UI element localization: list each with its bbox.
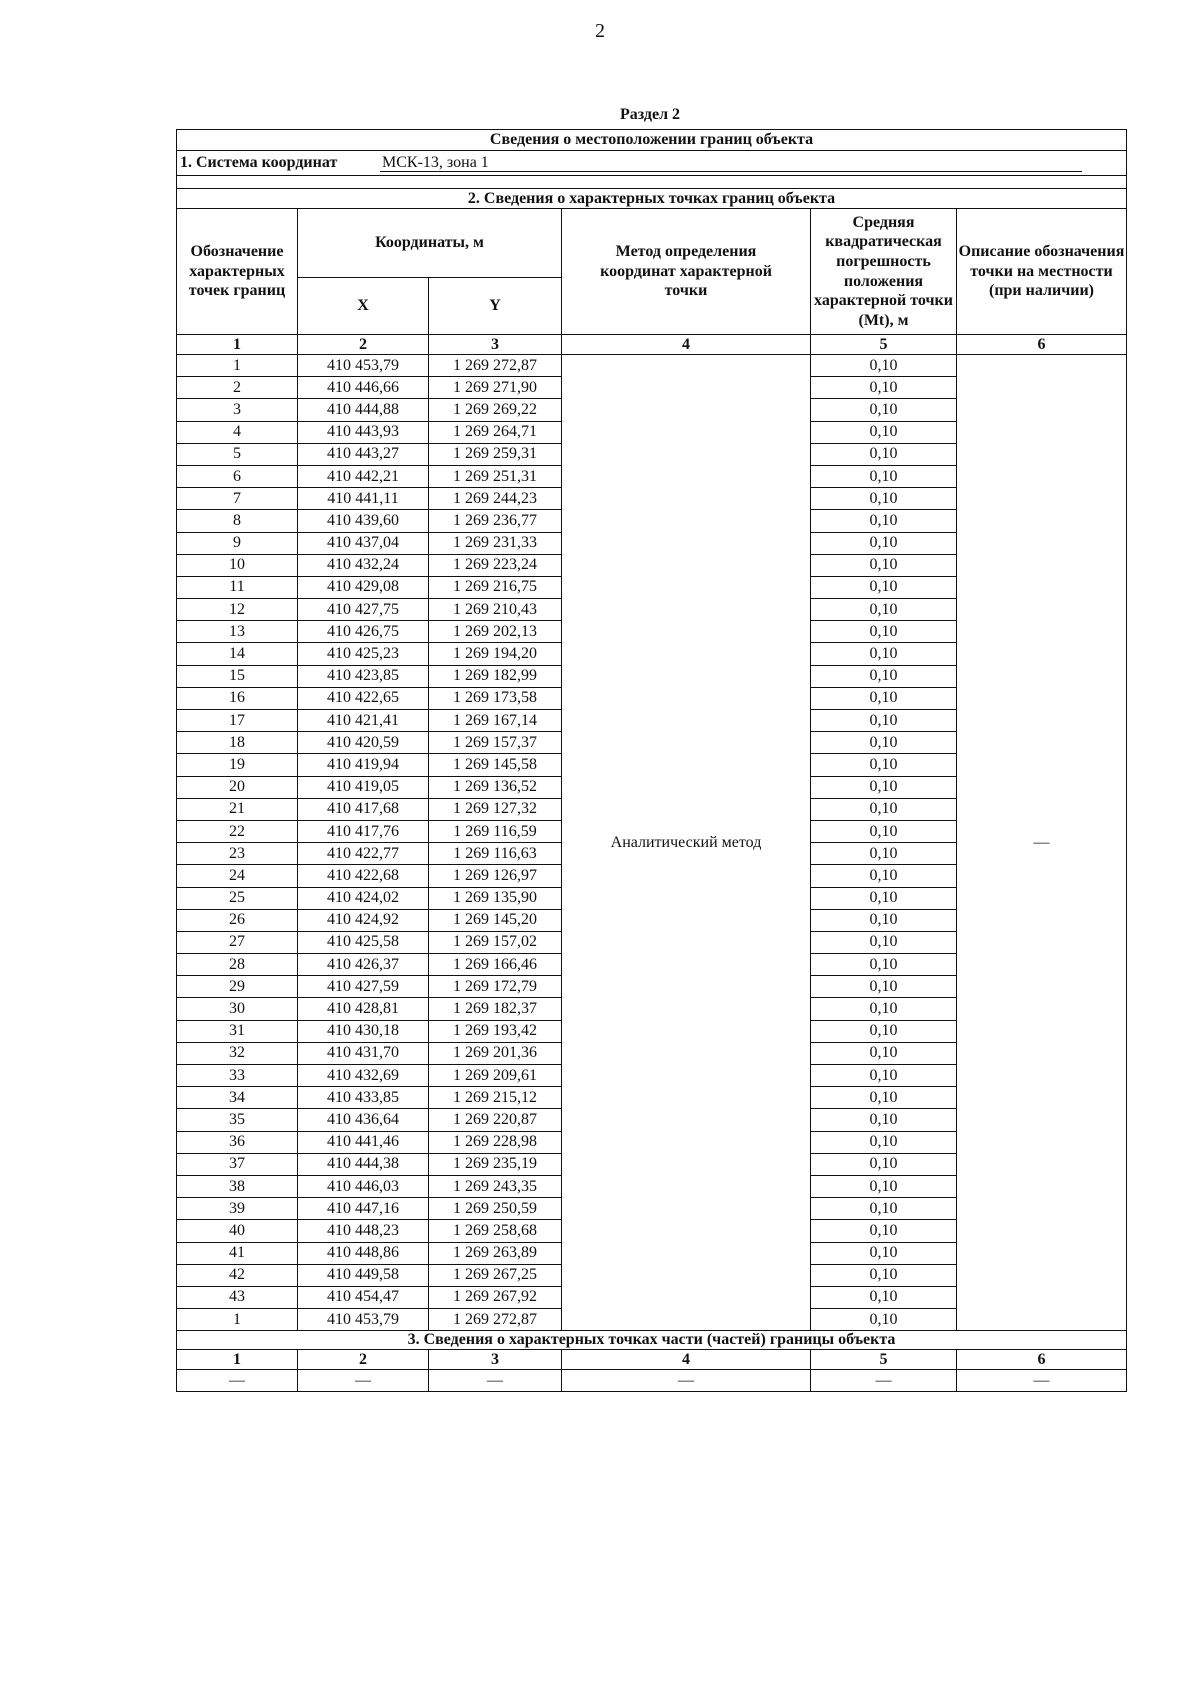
column-number: 5 xyxy=(811,1350,957,1370)
table-title: Сведения о местоположении границ объекта xyxy=(177,130,1127,151)
point-x: 410 442,21 xyxy=(298,465,429,487)
empty-cell: — xyxy=(298,1370,429,1392)
point-x: 410 444,38 xyxy=(298,1153,429,1175)
point-y: 1 269 127,32 xyxy=(429,798,562,820)
point-x: 410 449,58 xyxy=(298,1264,429,1286)
point-mt: 0,10 xyxy=(811,399,957,421)
point-mt: 0,10 xyxy=(811,1264,957,1286)
point-y: 1 269 135,90 xyxy=(429,887,562,909)
point-mt: 0,10 xyxy=(811,687,957,709)
point-y: 1 269 215,12 xyxy=(429,1087,562,1109)
point-mt: 0,10 xyxy=(811,865,957,887)
point-y: 1 269 126,97 xyxy=(429,865,562,887)
point-number: 4 xyxy=(177,421,298,443)
point-mt: 0,10 xyxy=(811,1087,957,1109)
empty-cell: — xyxy=(177,1370,298,1392)
point-x: 410 427,59 xyxy=(298,976,429,998)
point-mt: 0,10 xyxy=(811,1309,957,1331)
point-y: 1 269 201,36 xyxy=(429,1042,562,1064)
point-number: 27 xyxy=(177,931,298,953)
point-y: 1 269 271,90 xyxy=(429,377,562,399)
method-value: Аналитический метод xyxy=(562,355,811,1331)
point-number: 5 xyxy=(177,443,298,465)
point-y: 1 269 259,31 xyxy=(429,443,562,465)
point-number: 24 xyxy=(177,865,298,887)
point-y: 1 269 216,75 xyxy=(429,576,562,598)
point-mt: 0,10 xyxy=(811,510,957,532)
point-mt: 0,10 xyxy=(811,1065,957,1087)
column-number: 2 xyxy=(298,335,429,355)
point-mt: 0,10 xyxy=(811,820,957,842)
point-number: 41 xyxy=(177,1242,298,1264)
subsection-3-title: 3. Сведения о характерных точках части (частей) границы объекта xyxy=(177,1331,1127,1350)
column-number: 6 xyxy=(957,335,1127,355)
point-mt: 0,10 xyxy=(811,621,957,643)
point-number: 15 xyxy=(177,665,298,687)
point-x: 410 422,77 xyxy=(298,843,429,865)
point-mt: 0,10 xyxy=(811,554,957,576)
point-x: 410 448,23 xyxy=(298,1220,429,1242)
point-number: 25 xyxy=(177,887,298,909)
point-y: 1 269 210,43 xyxy=(429,599,562,621)
point-y: 1 269 223,24 xyxy=(429,554,562,576)
point-mt: 0,10 xyxy=(811,954,957,976)
point-mt: 0,10 xyxy=(811,998,957,1020)
point-mt: 0,10 xyxy=(811,643,957,665)
column-number: 5 xyxy=(811,335,957,355)
point-x: 410 427,75 xyxy=(298,599,429,621)
point-number: 29 xyxy=(177,976,298,998)
point-x: 410 417,76 xyxy=(298,820,429,842)
point-mt: 0,10 xyxy=(811,1042,957,1064)
point-x: 410 424,92 xyxy=(298,909,429,931)
point-mt: 0,10 xyxy=(811,1109,957,1131)
point-mt: 0,10 xyxy=(811,710,957,732)
point-y: 1 269 166,46 xyxy=(429,954,562,976)
point-y: 1 269 145,58 xyxy=(429,754,562,776)
point-y: 1 269 202,13 xyxy=(429,621,562,643)
point-y: 1 269 167,14 xyxy=(429,710,562,732)
header-coordinates: Координаты, м xyxy=(298,209,562,278)
point-x: 410 425,58 xyxy=(298,931,429,953)
point-x: 410 417,68 xyxy=(298,798,429,820)
point-x: 410 431,70 xyxy=(298,1042,429,1064)
point-number: 20 xyxy=(177,776,298,798)
point-x: 410 453,79 xyxy=(298,1309,429,1331)
point-x: 410 436,64 xyxy=(298,1109,429,1131)
point-mt: 0,10 xyxy=(811,443,957,465)
point-mt: 0,10 xyxy=(811,488,957,510)
column-number: 1 xyxy=(177,1350,298,1370)
point-y: 1 269 194,20 xyxy=(429,643,562,665)
point-y: 1 269 157,37 xyxy=(429,732,562,754)
column-number: 2 xyxy=(298,1350,429,1370)
point-number: 33 xyxy=(177,1065,298,1087)
point-number: 2 xyxy=(177,377,298,399)
coordinate-system-label: 1. Система координат xyxy=(180,153,338,171)
point-y: 1 269 264,71 xyxy=(429,421,562,443)
point-mt: 0,10 xyxy=(811,1220,957,1242)
point-number: 28 xyxy=(177,954,298,976)
point-x: 410 454,47 xyxy=(298,1286,429,1308)
point-x: 410 421,41 xyxy=(298,710,429,732)
point-number: 6 xyxy=(177,465,298,487)
point-mt: 0,10 xyxy=(811,465,957,487)
point-number: 10 xyxy=(177,554,298,576)
point-number: 38 xyxy=(177,1175,298,1197)
point-number: 40 xyxy=(177,1220,298,1242)
point-y: 1 269 220,87 xyxy=(429,1109,562,1131)
point-number: 12 xyxy=(177,599,298,621)
point-x: 410 433,85 xyxy=(298,1087,429,1109)
point-number: 1 xyxy=(177,355,298,377)
point-number: 42 xyxy=(177,1264,298,1286)
point-mt: 0,10 xyxy=(811,355,957,377)
point-number: 9 xyxy=(177,532,298,554)
subsection-2-title: 2. Сведения о характерных точках границ объекта xyxy=(177,189,1127,209)
point-x: 410 426,37 xyxy=(298,954,429,976)
point-x: 410 443,27 xyxy=(298,443,429,465)
point-y: 1 269 209,61 xyxy=(429,1065,562,1087)
point-mt: 0,10 xyxy=(811,843,957,865)
point-y: 1 269 173,58 xyxy=(429,687,562,709)
point-mt: 0,10 xyxy=(811,976,957,998)
header-mt: Средняя квадратическая погрешность положения характерной точки (Mt), м xyxy=(811,209,957,335)
empty-cell: — xyxy=(957,1370,1127,1392)
point-y: 1 269 243,35 xyxy=(429,1175,562,1197)
point-y: 1 269 251,31 xyxy=(429,465,562,487)
point-mt: 0,10 xyxy=(811,754,957,776)
point-x: 410 441,46 xyxy=(298,1131,429,1153)
point-x: 410 420,59 xyxy=(298,732,429,754)
point-x: 410 423,85 xyxy=(298,665,429,687)
point-number: 36 xyxy=(177,1131,298,1153)
point-number: 26 xyxy=(177,909,298,931)
point-mt: 0,10 xyxy=(811,776,957,798)
point-number: 14 xyxy=(177,643,298,665)
point-y: 1 269 272,87 xyxy=(429,1309,562,1331)
point-y: 1 269 136,52 xyxy=(429,776,562,798)
point-y: 1 269 244,23 xyxy=(429,488,562,510)
point-y: 1 269 116,63 xyxy=(429,843,562,865)
column-number: 3 xyxy=(429,335,562,355)
point-number: 30 xyxy=(177,998,298,1020)
header-description: Описание обозначения точки на местности (при наличии) xyxy=(957,209,1127,335)
column-number: 6 xyxy=(957,1350,1127,1370)
point-number: 19 xyxy=(177,754,298,776)
point-number: 31 xyxy=(177,1020,298,1042)
point-number: 35 xyxy=(177,1109,298,1131)
point-number: 34 xyxy=(177,1087,298,1109)
point-number: 23 xyxy=(177,843,298,865)
column-numbers-row xyxy=(177,335,1127,355)
point-y: 1 269 267,92 xyxy=(429,1286,562,1308)
point-number: 22 xyxy=(177,820,298,842)
point-number: 17 xyxy=(177,710,298,732)
table-row xyxy=(177,1370,1127,1392)
point-x: 410 422,65 xyxy=(298,687,429,709)
point-number: 8 xyxy=(177,510,298,532)
column-numbers-row xyxy=(177,1350,1127,1370)
point-x: 410 444,88 xyxy=(298,399,429,421)
point-mt: 0,10 xyxy=(811,798,957,820)
header-method: Метод определения координат характерной точки xyxy=(562,209,811,335)
point-number: 39 xyxy=(177,1198,298,1220)
point-mt: 0,10 xyxy=(811,665,957,687)
point-number: 13 xyxy=(177,621,298,643)
point-number: 37 xyxy=(177,1153,298,1175)
point-mt: 0,10 xyxy=(811,1198,957,1220)
point-x: 410 446,66 xyxy=(298,377,429,399)
point-number: 16 xyxy=(177,687,298,709)
point-x: 410 429,08 xyxy=(298,576,429,598)
column-number: 1 xyxy=(177,335,298,355)
point-y: 1 269 272,87 xyxy=(429,355,562,377)
point-number: 43 xyxy=(177,1286,298,1308)
point-y: 1 269 193,42 xyxy=(429,1020,562,1042)
point-x: 410 443,93 xyxy=(298,421,429,443)
point-mt: 0,10 xyxy=(811,599,957,621)
point-y: 1 269 116,59 xyxy=(429,820,562,842)
point-mt: 0,10 xyxy=(811,1175,957,1197)
point-mt: 0,10 xyxy=(811,421,957,443)
point-x: 410 426,75 xyxy=(298,621,429,643)
point-x: 410 432,24 xyxy=(298,554,429,576)
point-x: 410 453,79 xyxy=(298,355,429,377)
point-x: 410 448,86 xyxy=(298,1242,429,1264)
point-y: 1 269 182,37 xyxy=(429,998,562,1020)
point-y: 1 269 172,79 xyxy=(429,976,562,998)
point-y: 1 269 236,77 xyxy=(429,510,562,532)
coordinate-system-value: МСК-13, зона 1 xyxy=(380,155,1082,172)
point-mt: 0,10 xyxy=(811,1131,957,1153)
header-point-designation: Обозначение характерных точек границ xyxy=(177,209,298,335)
point-number: 7 xyxy=(177,488,298,510)
point-x: 410 441,11 xyxy=(298,488,429,510)
point-x: 410 419,05 xyxy=(298,776,429,798)
point-y: 1 269 269,22 xyxy=(429,399,562,421)
point-mt: 0,10 xyxy=(811,576,957,598)
empty-cell: — xyxy=(811,1370,957,1392)
point-number: 21 xyxy=(177,798,298,820)
point-mt: 0,10 xyxy=(811,1286,957,1308)
point-y: 1 269 157,02 xyxy=(429,931,562,953)
coordinate-system-row xyxy=(177,151,1127,176)
point-x: 410 432,69 xyxy=(298,1065,429,1087)
point-mt: 0,10 xyxy=(811,1242,957,1264)
section-title: Раздел 2 xyxy=(619,106,681,123)
point-number: 32 xyxy=(177,1042,298,1064)
point-y: 1 269 258,68 xyxy=(429,1220,562,1242)
point-x: 410 439,60 xyxy=(298,510,429,532)
empty-cell: — xyxy=(562,1370,811,1392)
column-number: 3 xyxy=(429,1350,562,1370)
description-value: — xyxy=(957,355,1127,1331)
point-x: 410 424,02 xyxy=(298,887,429,909)
point-mt: 0,10 xyxy=(811,1153,957,1175)
header-x: X xyxy=(298,278,429,335)
point-x: 410 428,81 xyxy=(298,998,429,1020)
point-x: 410 430,18 xyxy=(298,1020,429,1042)
header-y: Y xyxy=(429,278,562,335)
point-x: 410 446,03 xyxy=(298,1175,429,1197)
blank-row xyxy=(177,176,1127,189)
point-y: 1 269 235,19 xyxy=(429,1153,562,1175)
point-number: 18 xyxy=(177,732,298,754)
table-row xyxy=(177,355,1127,377)
point-number: 11 xyxy=(177,576,298,598)
point-x: 410 422,68 xyxy=(298,865,429,887)
point-mt: 0,10 xyxy=(811,887,957,909)
point-mt: 0,10 xyxy=(811,732,957,754)
point-y: 1 269 145,20 xyxy=(429,909,562,931)
column-number: 4 xyxy=(562,335,811,355)
point-y: 1 269 231,33 xyxy=(429,532,562,554)
point-x: 410 437,04 xyxy=(298,532,429,554)
point-number: 3 xyxy=(177,399,298,421)
point-mt: 0,10 xyxy=(811,931,957,953)
point-x: 410 425,23 xyxy=(298,643,429,665)
point-y: 1 269 228,98 xyxy=(429,1131,562,1153)
point-y: 1 269 263,89 xyxy=(429,1242,562,1264)
point-number: 1 xyxy=(177,1309,298,1331)
point-x: 410 419,94 xyxy=(298,754,429,776)
column-number: 4 xyxy=(562,1350,811,1370)
page-number: 2 xyxy=(595,20,605,42)
point-mt: 0,10 xyxy=(811,909,957,931)
empty-cell: — xyxy=(429,1370,562,1392)
boundary-table xyxy=(176,129,1127,1392)
point-mt: 0,10 xyxy=(811,532,957,554)
point-y: 1 269 267,25 xyxy=(429,1264,562,1286)
point-y: 1 269 182,99 xyxy=(429,665,562,687)
point-x: 410 447,16 xyxy=(298,1198,429,1220)
point-mt: 0,10 xyxy=(811,1020,957,1042)
point-y: 1 269 250,59 xyxy=(429,1198,562,1220)
point-mt: 0,10 xyxy=(811,377,957,399)
